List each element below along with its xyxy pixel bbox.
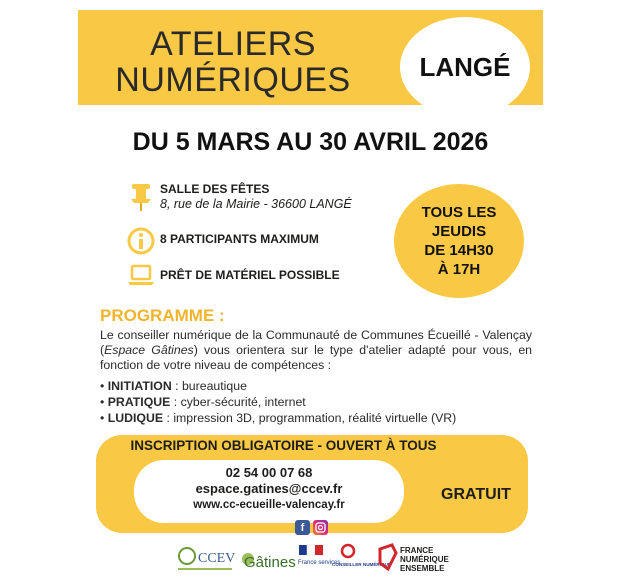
conseiller-numerique-logo bbox=[331, 541, 391, 576]
venue-address: 8, rue de la Mairie - 36600 LANGÉ bbox=[160, 197, 352, 211]
town-name: LANGÉ bbox=[419, 51, 511, 82]
svg-text:NUMÉRIQUE: NUMÉRIQUE bbox=[400, 555, 449, 564]
venue-row bbox=[126, 182, 352, 212]
workshop-title bbox=[78, 26, 388, 98]
date-range: DU 5 MARS AU 30 AVRIL 2026 bbox=[132, 128, 489, 156]
france-numerique-ensemble-logo bbox=[376, 541, 476, 576]
venue-label: SALLE DES FÊTES bbox=[160, 182, 270, 196]
svg-text:CONSEILLER NUMÉRIQUE: CONSEILLER NUMÉRIQUE bbox=[332, 562, 391, 567]
participants-row bbox=[126, 226, 319, 256]
facebook-icon[interactable]: f bbox=[295, 520, 310, 535]
partner-logos bbox=[78, 541, 543, 576]
social-links bbox=[295, 520, 328, 535]
email-link[interactable]: espace.gatines@ccev.fr bbox=[195, 481, 343, 496]
signup-panel bbox=[96, 435, 528, 533]
flyer bbox=[78, 10, 543, 576]
programme-list bbox=[100, 378, 532, 426]
instagram-icon[interactable] bbox=[313, 520, 328, 535]
phone-number[interactable]: 02 54 00 07 68 bbox=[225, 465, 313, 480]
programme-title: PROGRAMME : bbox=[100, 306, 225, 325]
title-line-2: NUMÉRIQUES bbox=[115, 61, 351, 99]
equipment-text: PRÊT DE MATÉRIEL POSSIBLE bbox=[160, 268, 340, 282]
svg-text:FRANCE: FRANCE bbox=[400, 546, 434, 555]
website-link[interactable]: www.cc-ecueille-valencay.fr bbox=[193, 499, 345, 511]
schedule-line-4: À 17H bbox=[437, 261, 481, 278]
svg-text:France services: France services bbox=[298, 560, 341, 566]
ccev-logo bbox=[176, 541, 234, 576]
list-item: • PRATIQUE : cyber-sécurité, internet bbox=[100, 395, 306, 409]
signup-title: INSCRIPTION OBLIGATOIRE - OUVERT À TOUS bbox=[130, 438, 437, 453]
programme-text: Le conseiller numérique de la Communauté de Communes Écueillé - Valençay (Espace Gâtines) vous orientera sur le type d'atelier adapté pour vous, en fonction de votre niveau de compétences : bbox=[100, 328, 532, 372]
france-services-logo bbox=[296, 541, 341, 576]
schedule-line-1: TOUS LES bbox=[421, 204, 497, 221]
gatines-logo bbox=[238, 541, 296, 576]
schedule-line-2: JEUDIS bbox=[431, 223, 487, 240]
info-icon bbox=[126, 226, 156, 256]
pushpin-icon bbox=[126, 182, 156, 212]
price-label: GRATUIT bbox=[441, 486, 511, 503]
svg-text:CCEV: CCEV bbox=[198, 551, 236, 566]
laptop-icon bbox=[126, 260, 156, 290]
town-bubble bbox=[400, 17, 530, 117]
svg-text:ENSEMBLE: ENSEMBLE bbox=[400, 564, 445, 573]
list-item: • INITIATION : bureautique bbox=[100, 379, 247, 393]
schedule-bubble bbox=[394, 184, 524, 298]
equipment-row bbox=[126, 260, 340, 290]
list-item: • LUDIQUE : impression 3D, programmation, réalité virtuelle (VR) bbox=[100, 411, 457, 425]
title-line-1: ATELIERS bbox=[150, 25, 316, 63]
svg-text:Gâtines: Gâtines bbox=[244, 554, 296, 571]
contact-box bbox=[134, 460, 404, 523]
schedule-line-3: DE 14H30 bbox=[424, 242, 494, 259]
participants-text: 8 PARTICIPANTS MAXIMUM bbox=[160, 232, 319, 246]
